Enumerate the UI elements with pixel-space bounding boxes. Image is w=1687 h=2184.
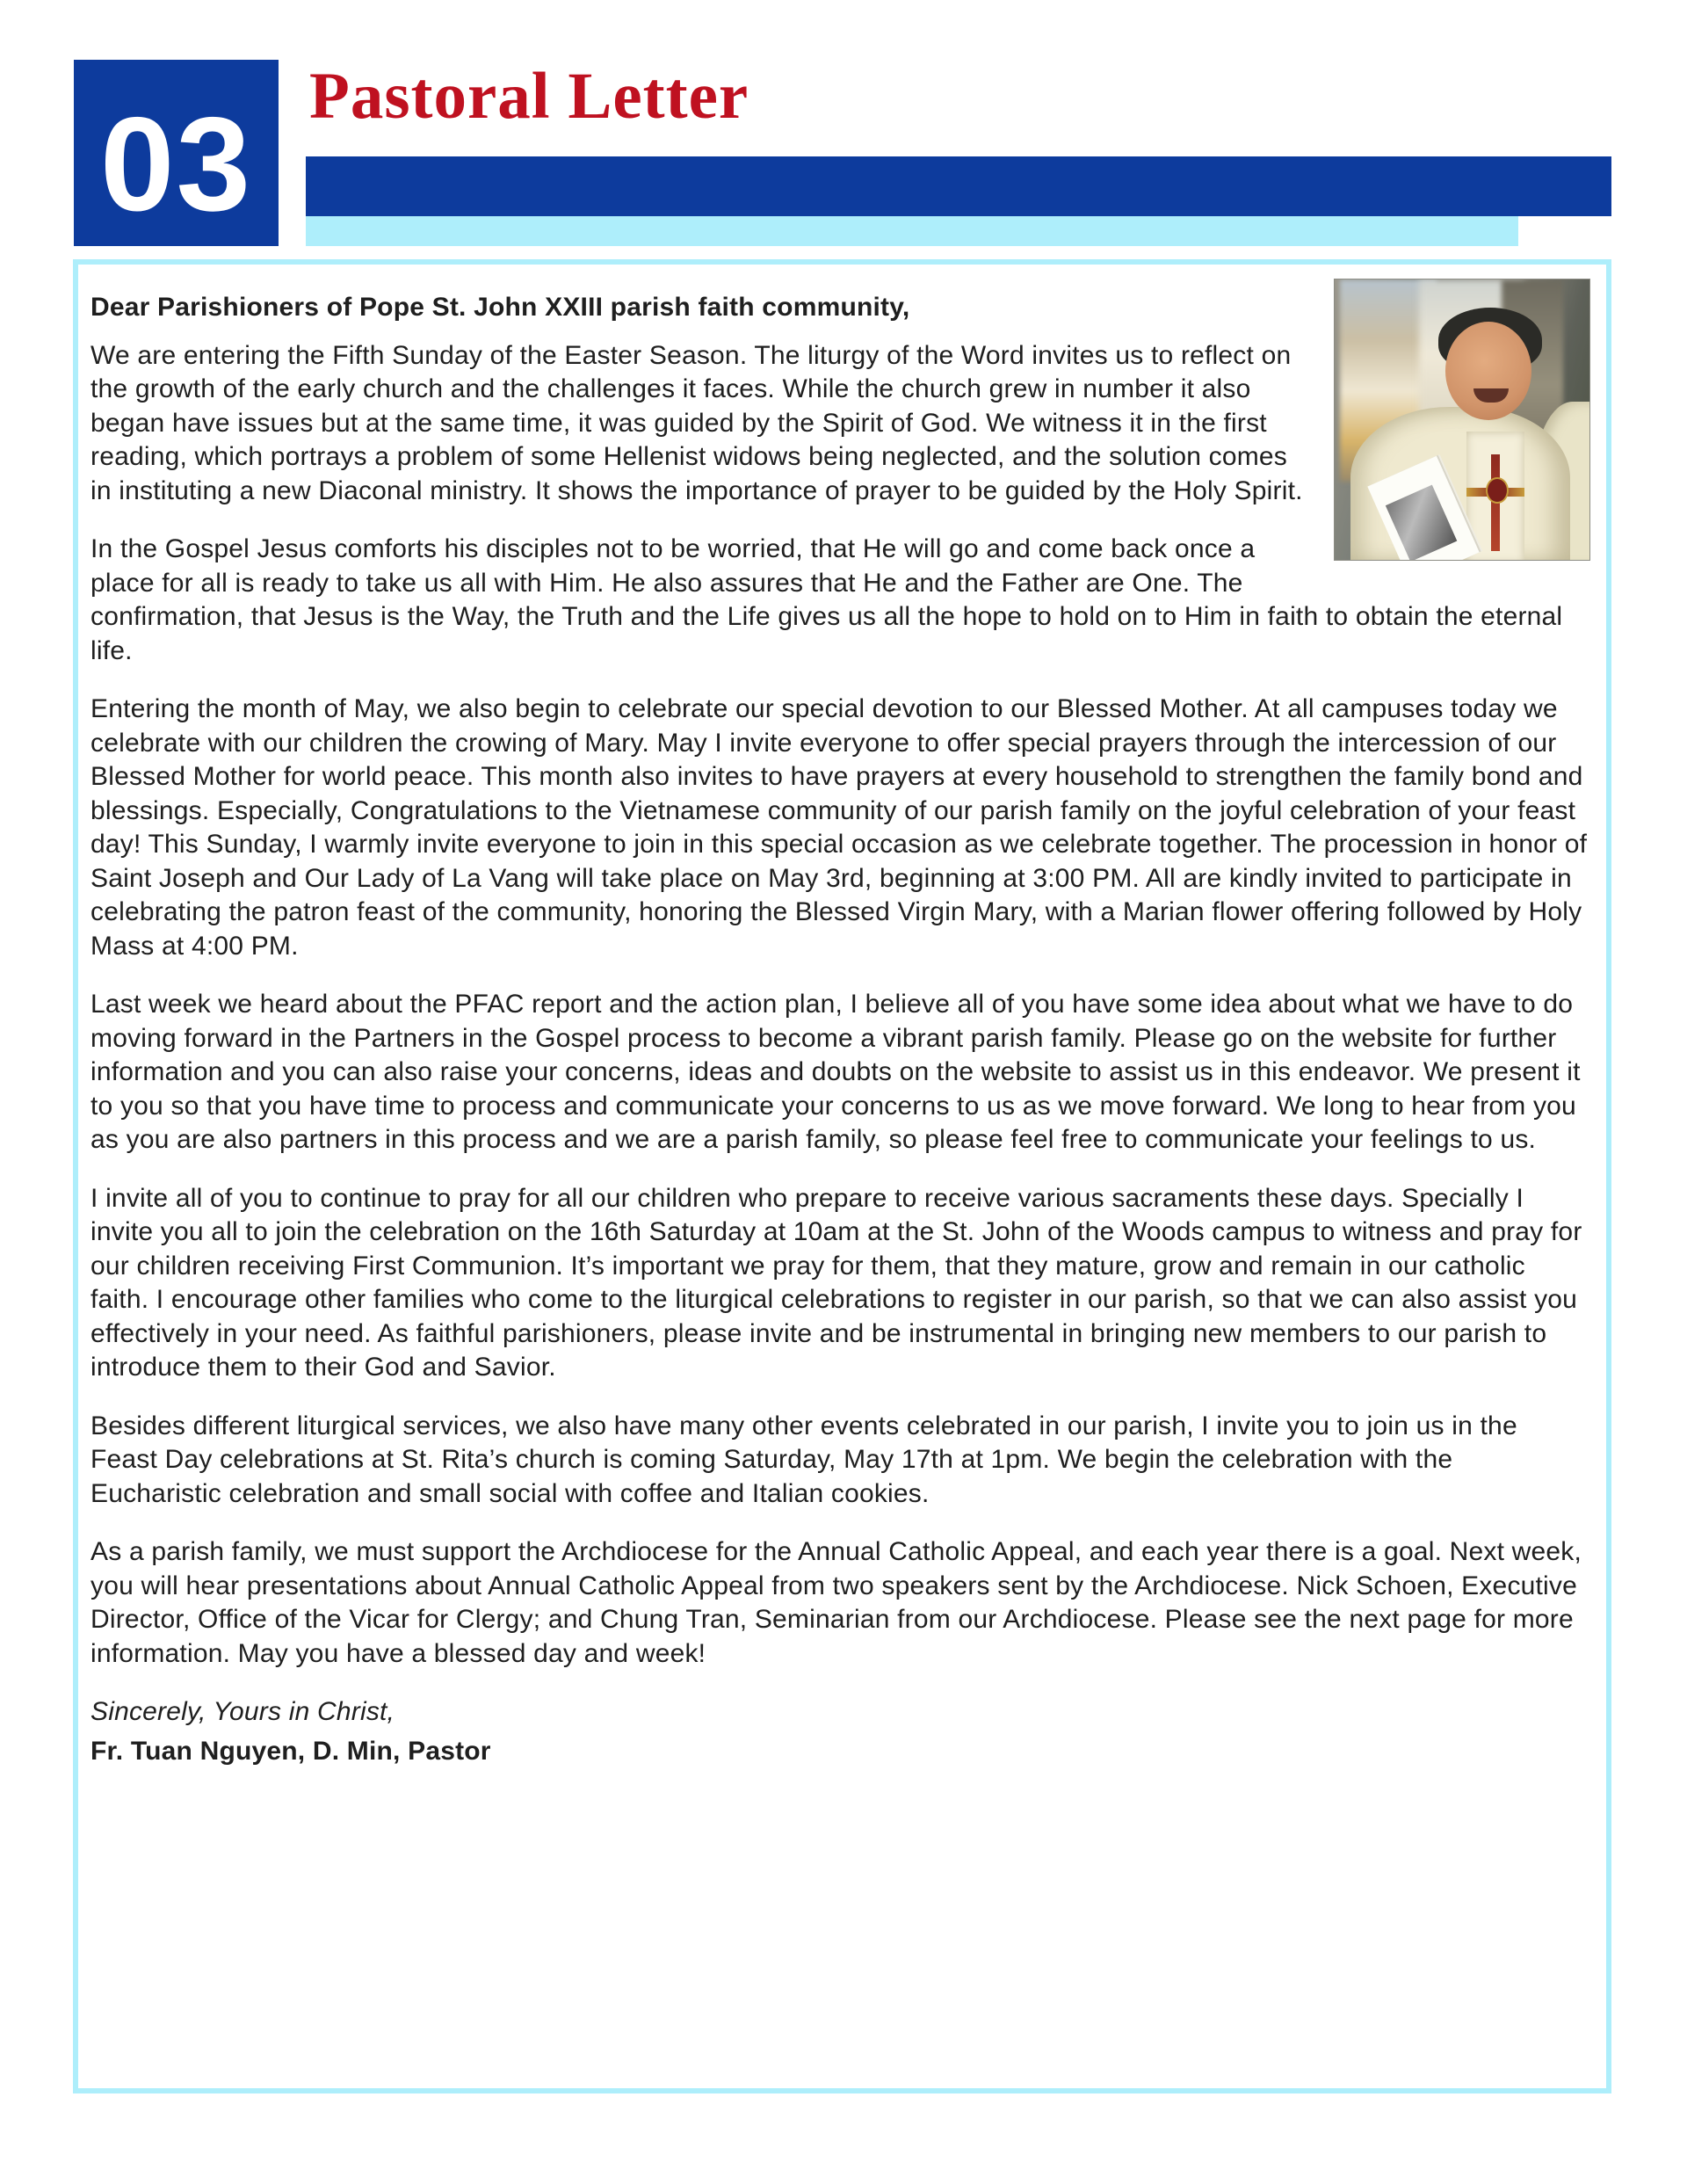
- letter-paragraph: In the Gospel Jesus comforts his disciples not to be worried, that He will go and come back once a place for all is ready to take us all with Him. He also assures that He and the Father are One. The confirmation, that Jesus is the Way, the Truth and the Life gives us all the hope to hold on to Him in faith to obtain the eternal life.: [91, 534, 1563, 665]
- letter-paragraph: As a parish family, we must support the Archdiocese for the Annual Catholic Appeal, and each year there is a goal. Next week, you will hear presentations about Annual Catholic Appeal from two speakers sent by the Archdiocese. Nick Schoen, Executive Director, Office of the Vicar for Clergy; and Chung Tran, Seminarian from our Archdiocese. Please see the next page for more information. May you have a blessed day and week!: [91, 1537, 1582, 1668]
- letter-salutation: Dear Parishioners of Pope St. John XXIII parish faith community,: [91, 293, 910, 322]
- pastor-photo: [1334, 279, 1590, 561]
- header-blue-bar: [306, 156, 1611, 216]
- letter-paragraph: Besides different liturgical services, we also have many other events celebrated in our parish, I invite you to join us in the Feast Day celebrations at St. Rita’s church is coming Saturday, May 17th at 1pm. We begin the celebration with the Eucharistic celebration and small social with coffee and Italian cookies.: [91, 1411, 1517, 1508]
- booklet-cover-art: [1386, 485, 1457, 561]
- letter-signature: Fr. Tuan Nguyen, D. Min, Pastor: [91, 1736, 491, 1766]
- page-title: Pastoral Letter: [309, 60, 749, 133]
- page-number: 03: [99, 90, 253, 239]
- letter-paragraph: I invite all of you to continue to pray for all our children who prepare to receive various sacraments these days. Specially I invite you all to join the celebration on the 16th Saturday at 10am at the St. John of the Woods campus to witness and pray for our children receiving First Communion. It’s important we pray for them, that they mature, grow and remain in our catholic faith. I encourage other families who come to the liturgical celebrations to register in our parish, so that we can also assist you effectively in your need. As faithful parishioners, please invite and be instrumental in bringing new members to our parish to introduce them to their God and Savior.: [91, 1183, 1582, 1382]
- pastoral-letter-box: [73, 259, 1611, 2093]
- letter-paragraph: Entering the month of May, we also begin to celebrate our special devotion to our Blessed Mother. At all campuses today we celebrate with our children the crowing of Mary. May I invite everyone to offer special prayers through the intercession of our Blessed Mother for world peace. This month also invites to have prayers at every household to strengthen the family bond and blessings. Especially, Congratulations to the Vietnamese community of our parish family on the joyful celebration of your feast day! This Sunday, I warmly invite everyone to join in this special occasion as we celebrate together. The procession in honor of Saint Joseph and Our Lady of La Vang will take place on May 3rd, beginning at 3:00 PM. All are kindly invited to participate in celebrating the patron feast of the community, honoring the Blessed Virgin Mary, with a Marian flower offering followed by Holy Mass at 4:00 PM.: [91, 694, 1588, 961]
- pastor-face: [1445, 322, 1531, 420]
- stole-cross-medallion: [1486, 477, 1509, 504]
- page-number-block: [74, 60, 279, 246]
- letter-closing: Sincerely, Yours in Christ,: [91, 1697, 395, 1726]
- letter-paragraph: We are entering the Fifth Sunday of the Easter Season. The liturgy of the Word invites us to reflect on the growth of the early church and the challenges it faces. While the church grew in number it also began have issues but at the same time, it was guided by the Spirit of God. We witness it in the first reading, which portrays a problem of some Hellenist widows being neglected, and the solution comes in instituting a new Diaconal ministry. It shows the importance of prayer to be guided by the Holy Spirit.: [91, 340, 1303, 505]
- letter-paragraph: Last week we heard about the PFAC report and the action plan, I believe all of you have some idea about what we have to do moving forward in the Partners in the Gospel process to become a vibrant parish family. Please go on the website for further information and you can also raise your concerns, ideas and doubts on the website to assist us in this endeavor. We present it to you so that you have time to process and communicate your concerns to us as we move forward. We long to hear from you as you are also partners in this process and we are a parish family, so please feel free to communicate your feelings to us.: [91, 990, 1581, 1154]
- header-cyan-bar: [306, 216, 1518, 246]
